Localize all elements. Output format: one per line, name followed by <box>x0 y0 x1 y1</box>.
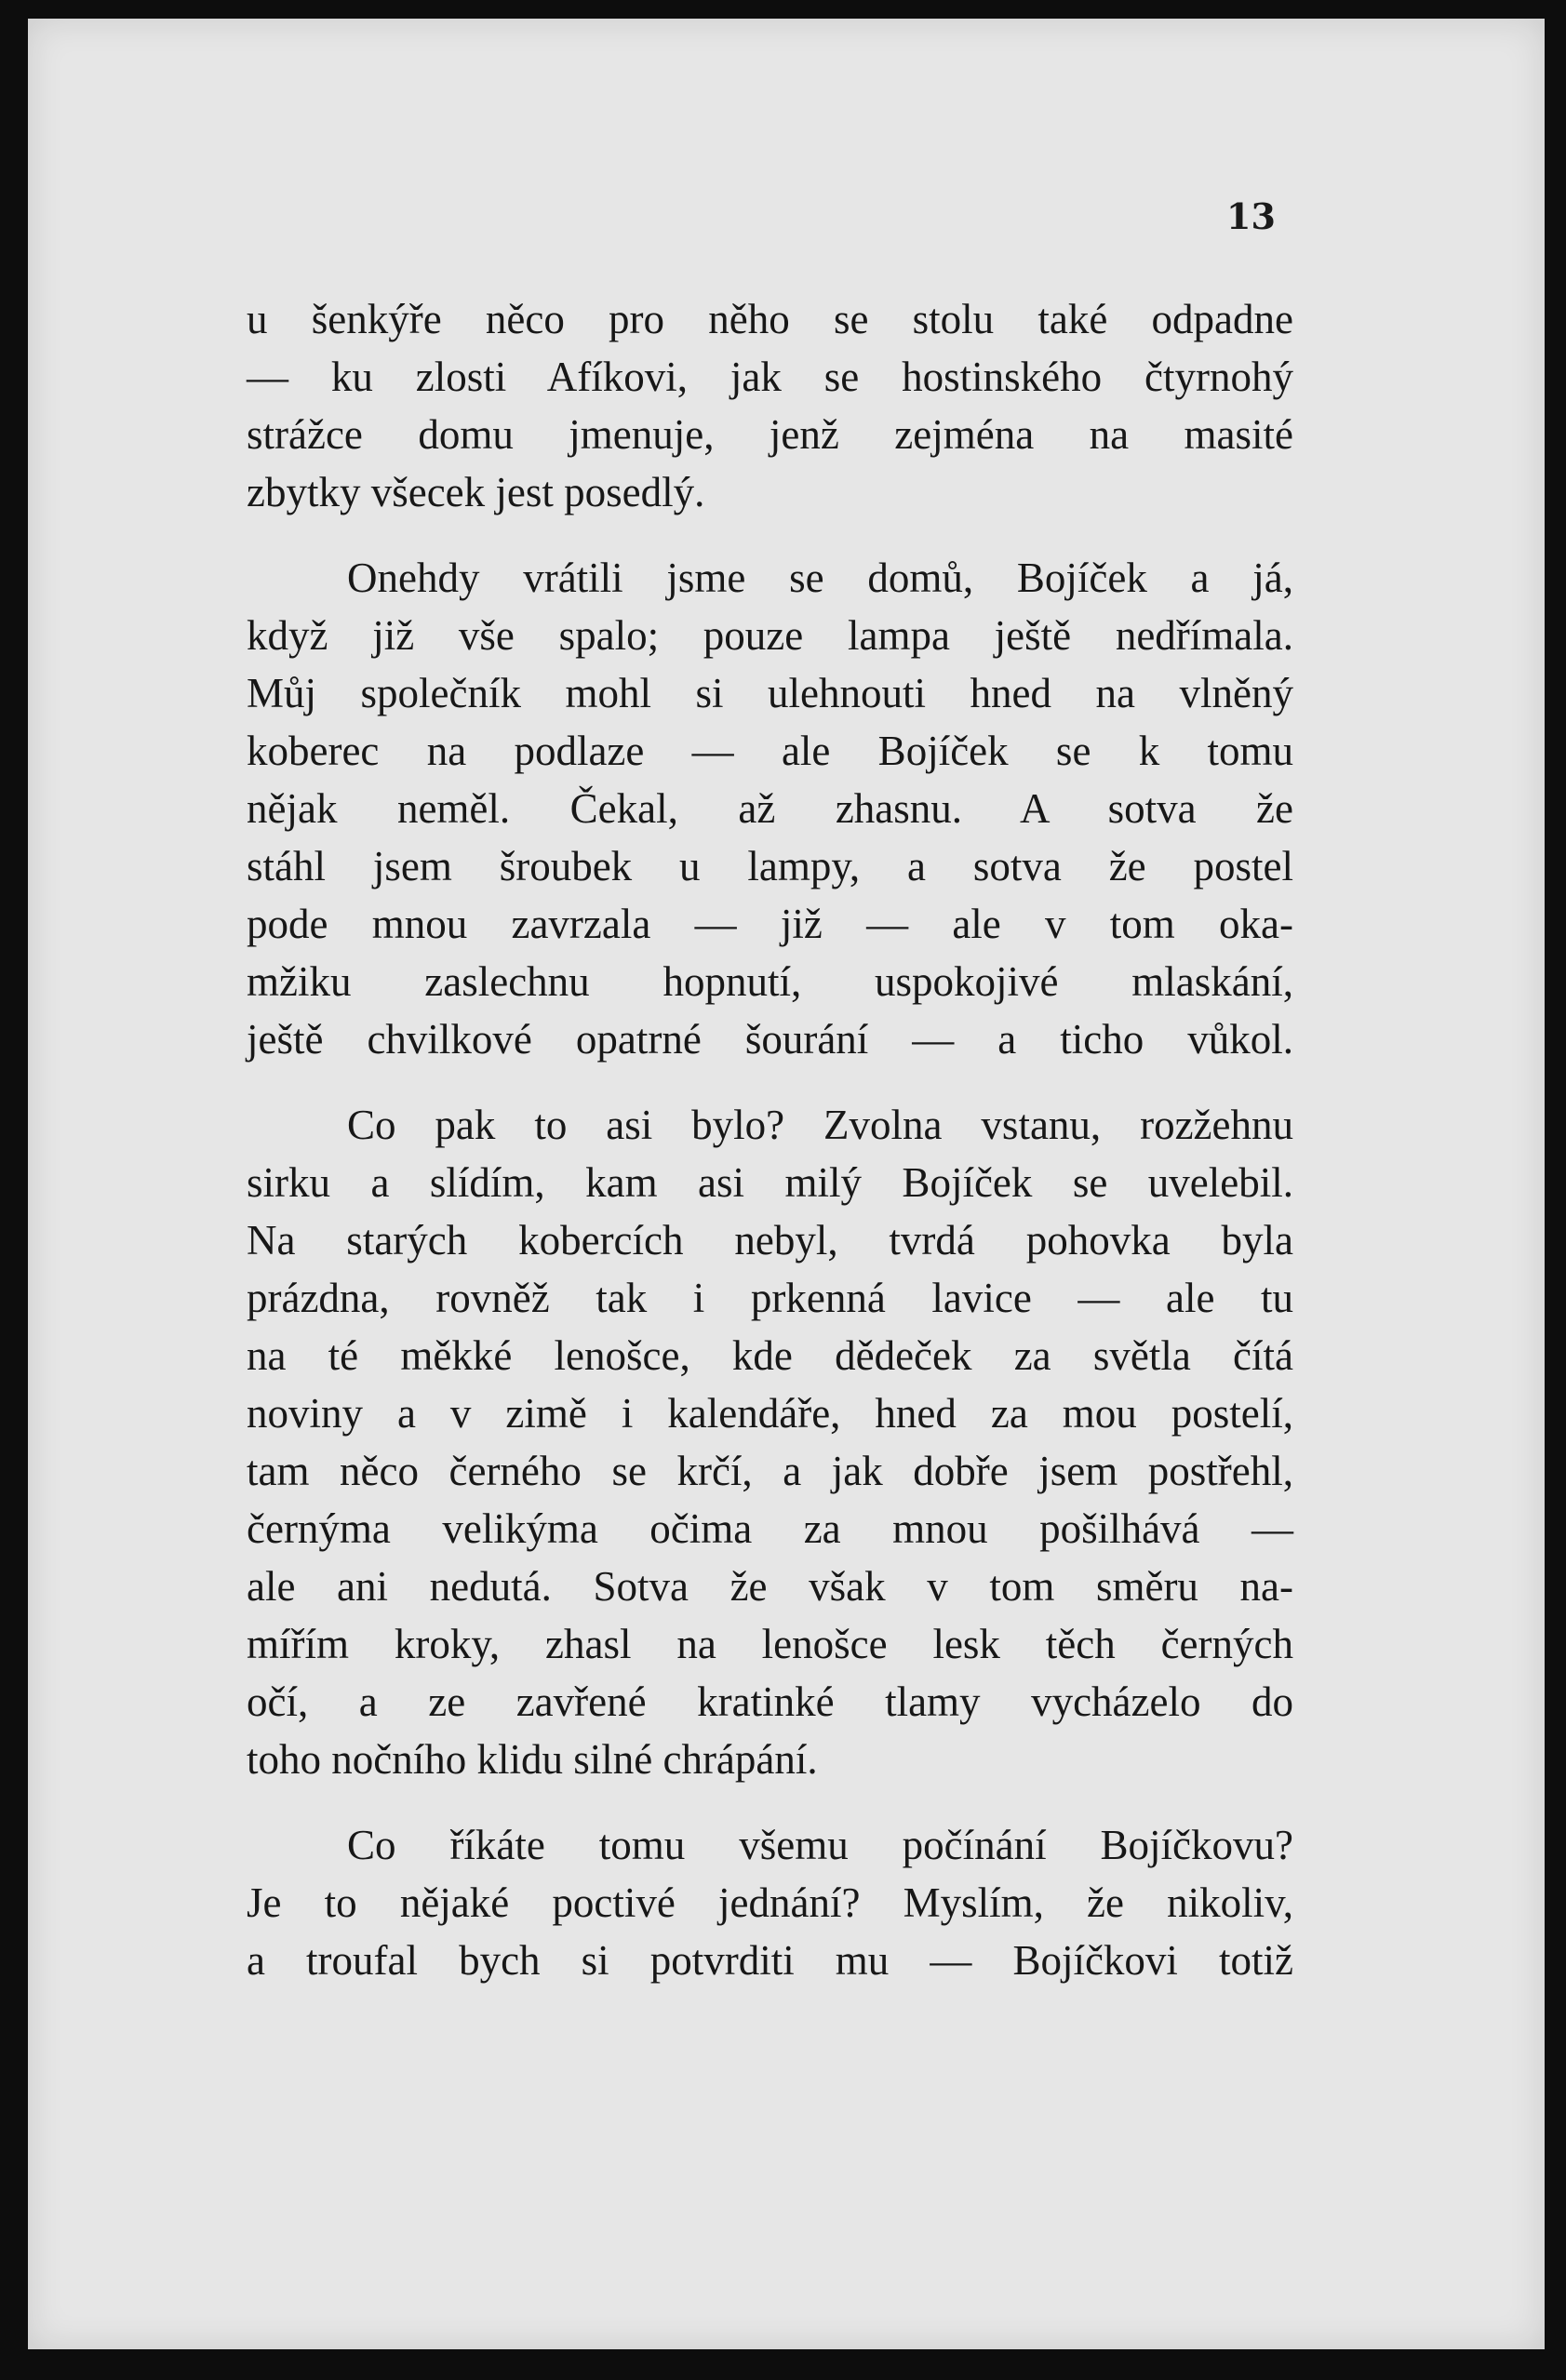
text-line: sirku a slídím, kam asi milý Bojíček se uvelebil. <box>247 1159 1293 1206</box>
book-page <box>28 19 1545 2349</box>
text-line: na té měkké lenošce, kde dědeček za světla čítá <box>247 1332 1293 1379</box>
paragraph <box>247 549 1293 1068</box>
text-line: koberec na podlaze — ale Bojíček se k tomu <box>247 728 1293 774</box>
page-number: 13 <box>1226 195 1276 237</box>
text-line: u šenkýře něco pro něho se stolu také odpadne <box>247 296 1293 342</box>
paragraph <box>247 1816 1293 1989</box>
text-line: Je to nějaké poctivé jednání? Myslím, že nikoliv, <box>247 1879 1293 1926</box>
text-line: Co říkáte tomu všemu počínání Bojíčkovu? <box>347 1822 1293 1868</box>
text-line: strážce domu jmenuje, jenž zejména na masité <box>247 411 1293 458</box>
text-line: mířím kroky, zhasl na lenošce lesk těch černých <box>247 1621 1293 1667</box>
paragraph <box>247 290 1293 521</box>
text-line: prázdna, rovněž tak i prkenná lavice — ale tu <box>247 1275 1293 1321</box>
paragraph <box>247 1096 1293 1788</box>
text-line: stáhl jsem šroubek u lampy, a sotva že postel <box>247 843 1293 889</box>
text-line: Onehdy vrátili jsme se domů, Bojíček a já, <box>347 555 1293 601</box>
text-line: Co pak to asi bylo? Zvolna vstanu, rozžehnu <box>347 1102 1293 1148</box>
text-line: ještě chvilkové opatrné šourání — a ticho vůkol. <box>247 1016 1293 1063</box>
body-text <box>247 290 1293 1989</box>
text-line: zbytky všecek jest posedlý. <box>247 469 705 515</box>
text-line: nějak neměl. Čekal, až zhasnu. A sotva že <box>247 785 1293 832</box>
text-line: černýma velikýma očima za mnou pošilhává — <box>247 1505 1293 1552</box>
text-line: noviny a v zimě i kalendáře, hned za mou postelí, <box>247 1390 1293 1437</box>
text-line: Můj společník mohl si ulehnouti hned na vlněný <box>247 670 1293 716</box>
text-line: a troufal bych si potvrditi mu — Bojíčkovi totiž <box>247 1937 1293 1984</box>
text-line: když již vše spalo; pouze lampa ještě nedřímala. <box>247 612 1293 659</box>
text-line: — ku zlosti Afíkovi, jak se hostinského čtyrnohý <box>247 354 1293 400</box>
text-line: mžiku zaslechnu hopnutí, uspokojivé mlaskání, <box>247 958 1293 1005</box>
text-line: pode mnou zavrzala — již — ale v tom oka- <box>247 901 1293 947</box>
text-line: ale ani nedutá. Sotva že však v tom směru na- <box>247 1563 1293 1610</box>
text-line: tam něco černého se krčí, a jak dobře jsem postřehl, <box>247 1448 1293 1494</box>
text-line: toho nočního klidu silné chrápání. <box>247 1736 818 1783</box>
text-line: Na starých kobercích nebyl, tvrdá pohovka byla <box>247 1217 1293 1264</box>
text-line: očí, a ze zavřené kratinké tlamy vycházelo do <box>247 1678 1293 1725</box>
